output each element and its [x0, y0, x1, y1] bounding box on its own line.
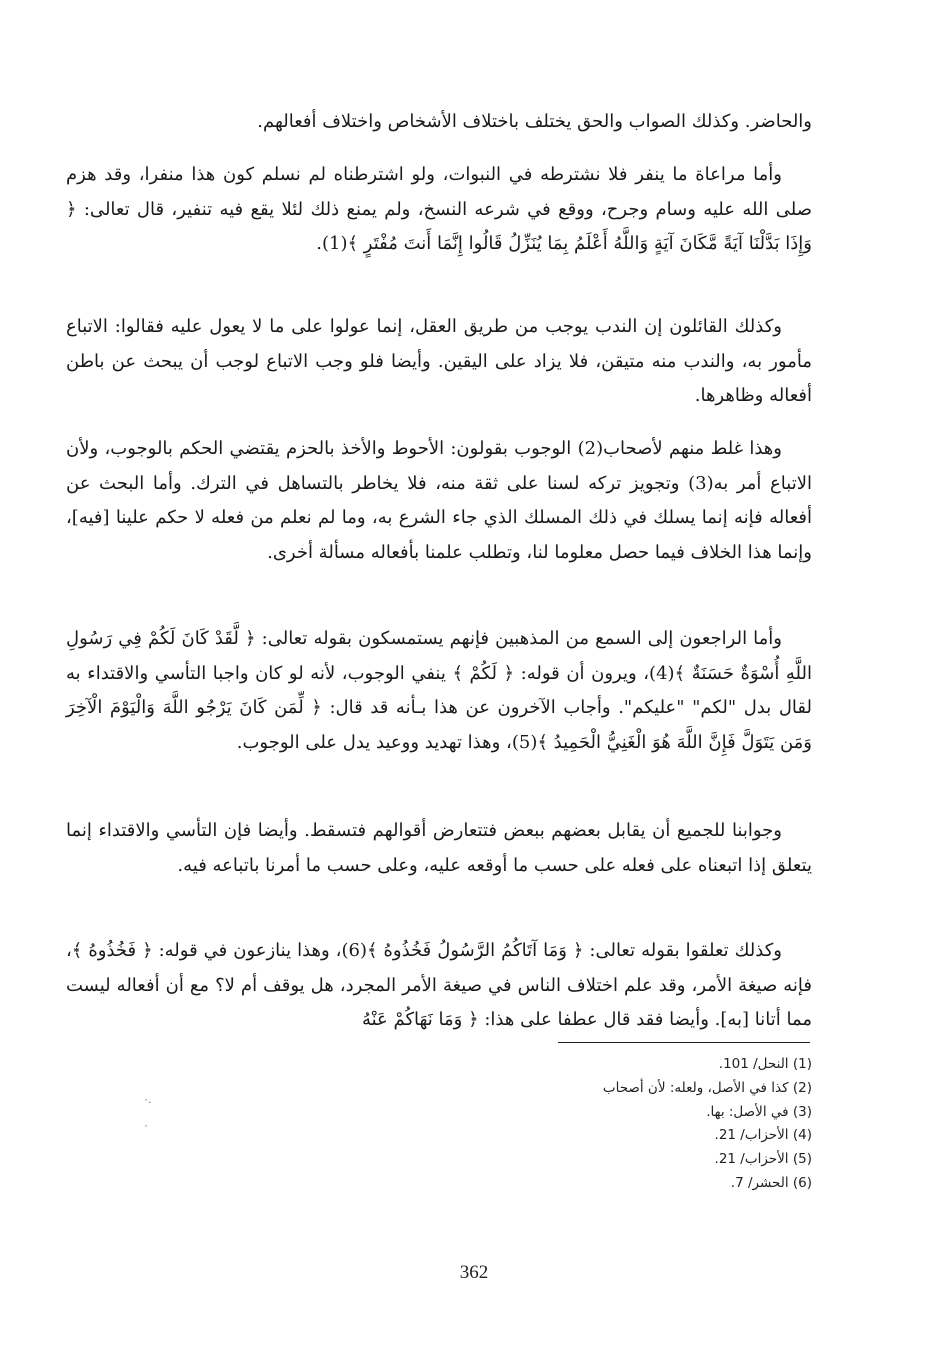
paragraph-command-form: وكذلك تعلقوا بقوله تعالى: ﴿ وَمَا آتَاكُمُ الرَّسُولُ فَخُذُوهُ ﴾(6)، وهذا ينازعون في قوله: ﴿ فَخُذُوهُ ﴾، فإنه صيغة الأمر، وقد علم اختلاف الناس في صيغة الأمر المجرد، هل يوقف أم لا؟ مع أن أفعاله ليست مما أتانا [به]. وأيضا فقد قال عطفا على هذا: ﴿ وَمَا نَهَاكُمْ عَنْهُ	[66, 940, 812, 1030]
footnote-item: (4) الأحزاب/ 21.	[714, 1127, 812, 1144]
footnotes-list	[392, 1053, 812, 1196]
footnote-item: (6) الحشر/ 7.	[730, 1174, 812, 1191]
scan-speck: ·	[144, 1118, 148, 1132]
paragraph-recommendation-reason: وكذلك القائلون إن الندب يوجب من طريق العقل، إنما عولوا على ما لا يعول عليه فقالوا: الاتباع مأمور به، والندب منه متيقن، فلا يزاد على اليقين. وأيضا فلو وجب الاتباع لوجب أن يبحث عن باطن أفعاله وظاهرها.	[66, 316, 812, 406]
paragraph-scriptural-argument: وأما الراجعون إلى السمع من المذهبين فإنهم يستمسكون بقوله تعالى: ﴿ لَّقَدْ كَانَ لَكُمْ فِي رَسُولِ اللَّهِ أُسْوَةٌ حَسَنَةٌ ﴾(4)، ويرون أن قوله: ﴿ لَكُمْ ﴾ ينفي الوجوب، لأنه لو كان واجبا التأسي والاقتداء به لقال بدل "لكم" "عليكم". وأجاب الآخرون عن هذا بـأنه قد قال: ﴿ لِّمَن كَانَ يَرْجُو اللَّهَ وَالْيَوْمَ الْآخِرَ وَمَن يَتَوَلَّ فَإِنَّ اللَّهَ هُوَ الْغَنِيُّ الْحَمِيدُ ﴾(5)، وهذا تهديد ووعيد يدل على الوجوب.	[66, 628, 812, 753]
footnote-item: (2) كذا في الأصل، ولعله: لأن أصحاب	[602, 1079, 812, 1096]
scan-speck: ·.	[144, 1092, 152, 1106]
paragraph-obligation-error: وهذا غلط منهم لأصحاب(2) الوجوب بقولون: الأحوط والأخذ بالحزم يقتضي الحكم بالوجوب، ولأن الاتباع أمر به(3) وتجويز تركه لسنا على ثقة منه، فلا يخاطر بالتساهل في الترك. وأما البحث عن أفعاله فإنه إنما يسلك في ذلك المسلك الذي جاء الشرع به، وما لم نعلم من فعله لا حكم علينا [فيه]، وإنما هذا الخلاف فيما حصل معلوما لنا، وتطلب علمنا بأفعاله مسألة أخرى.	[66, 438, 812, 563]
footnote-item: (1) النحل/ 101.	[718, 1056, 812, 1072]
footnote-separator	[558, 1042, 810, 1043]
footnote-item: (5) الأحزاب/ 21.	[714, 1151, 812, 1168]
paragraph-prophecy-aversion: وأما مراعاة ما ينفر فلا نشترطه في النبوات، ولو اشترطناه لم نسلم كون هذا منفرا، وقد هزم صلى الله عليه وسام وجرح، ووقع في شرعه النسخ، ولم يمنع ذلك لئلا يقع فيه تنفير، قال تعالى: ﴿ وَإِذَا بَدَّلْنَا آيَةً مَّكَانَ آيَةٍ وَاللَّهُ أَعْلَمُ بِمَا يُنَزِّلُ قَالُوا إِنَّمَا أَنتَ مُفْتَرٍ ﴾(1).	[66, 164, 812, 254]
footnote-item: (3) في الأصل: بها.	[706, 1103, 812, 1120]
page-number: 362	[459, 1262, 489, 1283]
paragraph-response: وجوابنا للجميع أن يقابل بعضهم ببعض فتتعارض أقوالهم فتسقط. وأيضا فإن التأسي والاقتداء إنما يتعلق إذا اتبعناه على فعله على حسب ما أوقعه عليه، وعلى حسب ما أمرنا باتباعه فيه.	[66, 820, 812, 876]
paragraph-continuation: والحاضر. وكذلك الصواب والحق يختلف باختلاف الأشخاص واختلاف أفعالهم.	[257, 111, 812, 132]
